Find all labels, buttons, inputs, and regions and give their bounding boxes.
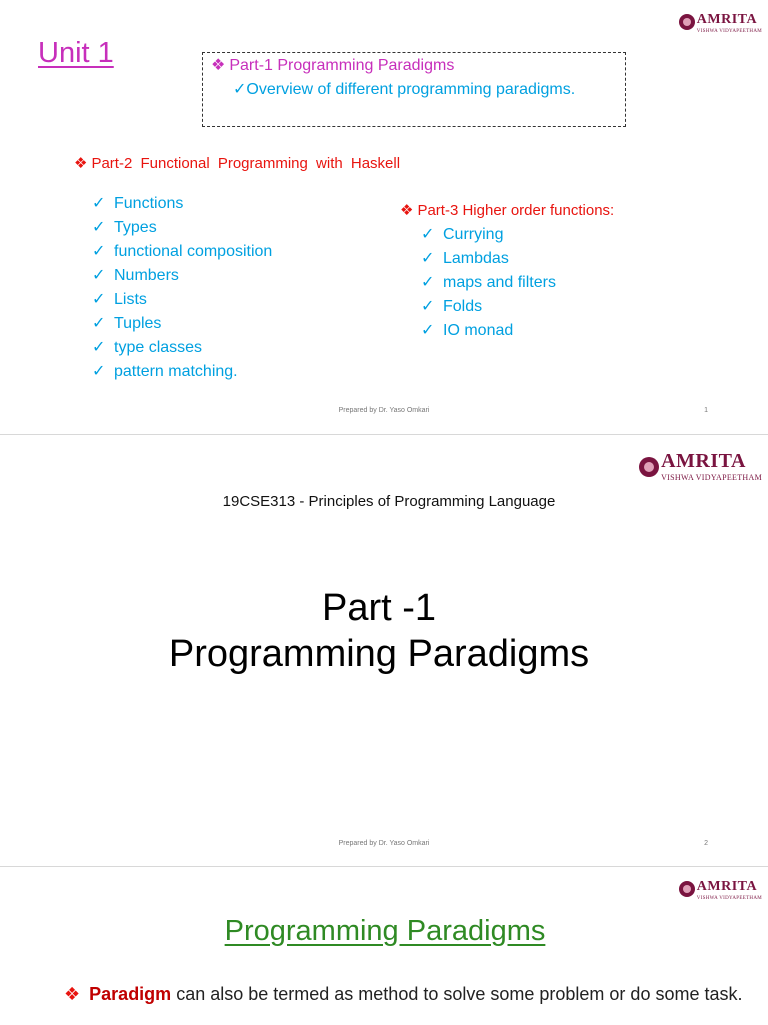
amrita-logo (679, 10, 762, 34)
check-icon: ✓ (421, 225, 435, 243)
slide-title: Programming Paradigms (224, 915, 546, 947)
check-icon: ✓ (92, 363, 106, 380)
check-icon: ✓ (92, 195, 106, 212)
list-item (421, 247, 556, 271)
check-icon: ✓ (92, 267, 106, 284)
list-item-text: Tuples (114, 315, 162, 332)
list-item (92, 336, 272, 360)
part-title (0, 585, 758, 677)
amrita-seal-icon (679, 881, 695, 897)
list-item (92, 240, 272, 264)
list-item-text: type classes (114, 339, 203, 356)
check-icon: ✓ (421, 273, 435, 291)
amrita-logo (639, 451, 762, 482)
part2-list (92, 192, 272, 384)
diamond-bullet-icon: ❖ (211, 57, 226, 74)
part-title-line1: Part -1 (321, 587, 437, 629)
list-item (421, 271, 556, 295)
list-item-text: Numbers (114, 267, 179, 284)
list-item-text: pattern matching. (114, 363, 238, 380)
diamond-bullet-icon: ❖ (74, 155, 88, 172)
part-title-line2: Programming Paradigms (168, 633, 590, 675)
list-item-text: maps and filters (443, 273, 556, 291)
diamond-bullet-icon: ❖ (400, 202, 414, 219)
page-number: 1 (704, 407, 708, 414)
paradigm-term: Paradigm (89, 984, 172, 1004)
amrita-seal-icon (639, 457, 659, 477)
list-item-text: Currying (443, 225, 504, 243)
logo-tagline: VISHWA VIDYAPEETHAM (696, 29, 762, 34)
slide-footer: Prepared by Dr. Yaso Omkari (338, 407, 430, 414)
check-icon: ✓ (92, 315, 106, 332)
list-item (92, 288, 272, 312)
diamond-bullet-icon: ❖ (64, 984, 81, 1004)
check-icon: ✓ (92, 291, 106, 308)
list-item (421, 295, 556, 319)
part3-title: Part-3 Higher order functions: (417, 202, 615, 219)
check-icon: ✓ (92, 339, 106, 356)
slide-2 (0, 434, 768, 867)
amrita-seal-icon (679, 14, 695, 30)
list-item-text: Functions (114, 195, 184, 212)
slide-1 (0, 0, 768, 434)
logo-name: AMRITA (696, 12, 758, 27)
check-icon: ✓ (233, 81, 247, 98)
check-icon: ✓ (421, 297, 435, 315)
list-item (92, 312, 272, 336)
check-icon: ✓ (92, 219, 106, 236)
list-item (92, 192, 272, 216)
list-item-text: Types (114, 219, 157, 236)
list-item-text: Lists (114, 291, 147, 308)
list-item-text: Lambdas (443, 249, 509, 267)
unit-title: Unit 1 (38, 37, 114, 69)
part1-box (202, 52, 626, 127)
list-item (421, 319, 556, 343)
part2-heading (74, 155, 404, 172)
check-icon: ✓ (421, 321, 435, 339)
part3-heading (400, 201, 614, 219)
part1-heading (211, 55, 454, 75)
slide-footer: Prepared by Dr. Yaso Omkari (338, 840, 430, 847)
part3-list (421, 223, 556, 343)
check-icon: ✓ (92, 243, 106, 260)
amrita-logo (679, 877, 762, 901)
list-item-text: IO monad (443, 321, 514, 339)
list-item (92, 264, 272, 288)
list-item-text: functional composition (114, 243, 273, 260)
logo-name: AMRITA (661, 450, 746, 472)
logo-tagline: VISHWA VIDYAPEETHAM (661, 473, 762, 482)
list-item (92, 216, 272, 240)
page-number: 2 (704, 840, 708, 847)
list-item-text: Folds (443, 297, 483, 315)
list-item (92, 360, 272, 384)
list-item (421, 223, 556, 247)
part2-title: Part-2 Functional Programming with Haskell (91, 155, 401, 172)
paradigm-text: can also be termed as method to solve some problem or do some task. (176, 984, 743, 1004)
part1-title: Part-1 Programming Paradigms (229, 57, 455, 74)
part1-description (233, 81, 621, 99)
slide-3 (0, 866, 768, 1025)
paradigm-bullet (64, 983, 754, 1005)
part1-description-text: Overview of different programming paradigms. (246, 81, 576, 98)
logo-tagline: VISHWA VIDYAPEETHAM (696, 896, 762, 901)
logo-name: AMRITA (696, 879, 758, 894)
check-icon: ✓ (421, 249, 435, 267)
course-title: 19CSE313 - Principles of Programming Language (222, 493, 556, 510)
